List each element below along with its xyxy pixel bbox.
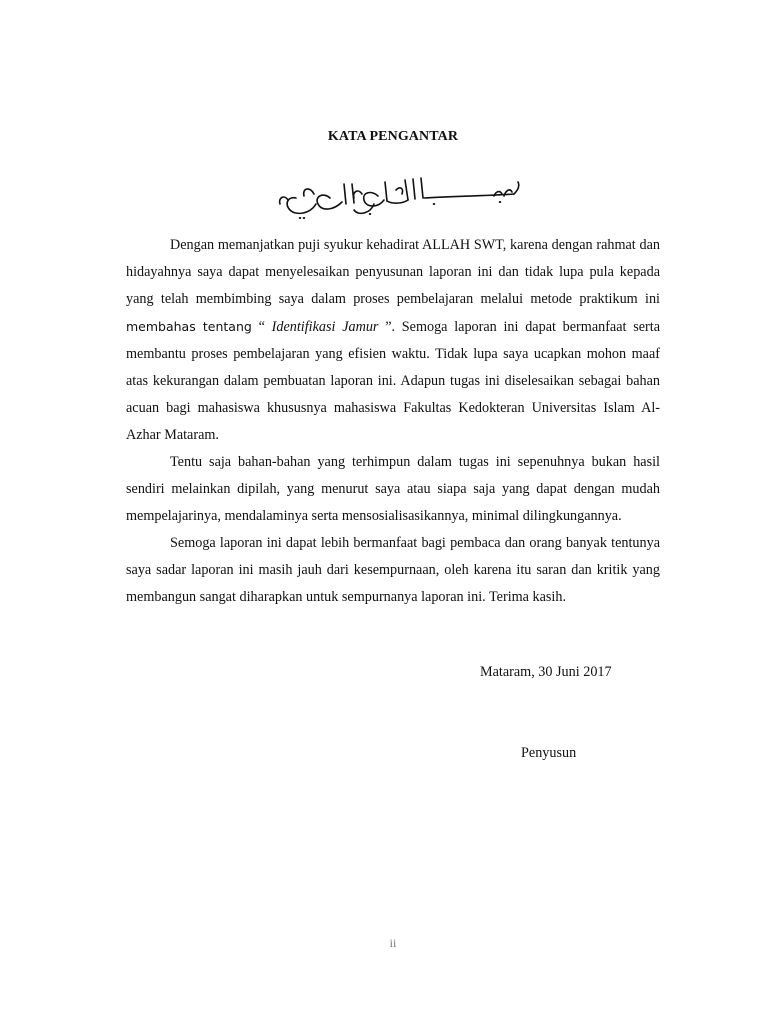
bismillah-calligraphy — [274, 174, 524, 220]
place-date: Mataram, 30 Juni 2017 — [480, 664, 612, 680]
page-number: ii — [389, 936, 397, 950]
italic-title: Identifikasi Jamur — [271, 319, 379, 335]
page-title: KATA PENGANTAR — [327, 129, 459, 144]
signer: Penyusun — [521, 745, 577, 761]
paragraph: Dengan memanjatkan puji syukur kehadirat ALLAH SWT, karena dengan rahmat dan hidayahnya saya dapat menyelesaikan penyusunan laporan ini dan tidak lupa pula kepada yang telah membimbing saya dalam proses pembelajaran melalui metode praktikum ini membahas tentang “ Identifikasi Jamur ”. Semoga laporan ini dapat bermanfaat serta membantu proses pembelajaran yang efisien waktu. Tidak lupa saya ucapkan mohon maaf atas kekurangan dalam pembuatan laporan ini. Adapun tugas ini diselesaikan sebagai bahan acuan bagi mahasiswa khususnya mahasiswa Fakultas Kedokteran Universitas Islam Al-Azhar Mataram. — [126, 237, 660, 443]
sans-phrase: membahas tentang — [126, 319, 252, 334]
body-text — [126, 232, 660, 611]
paragraph: Tentu saja bahan-bahan yang terhimpun dalam tugas ini sepenuhnya bukan hasil sendiri melainkan dipilah, yang menurut saya atau siapa saja yang dapat dengan mudah mempelajarinya, mendalaminya serta mensosialisasikannya, minimal dilingkungannya. — [126, 454, 660, 524]
paragraph: Semoga laporan ini dapat lebih bermanfaat bagi pembaca dan orang banyak tentunya saya sadar laporan ini masih jauh dari kesempurnaan, oleh karena itu saran dan kritik yang membangun sangat diharapkan untuk sempurnanya laporan ini. Terima kasih. — [126, 535, 660, 605]
